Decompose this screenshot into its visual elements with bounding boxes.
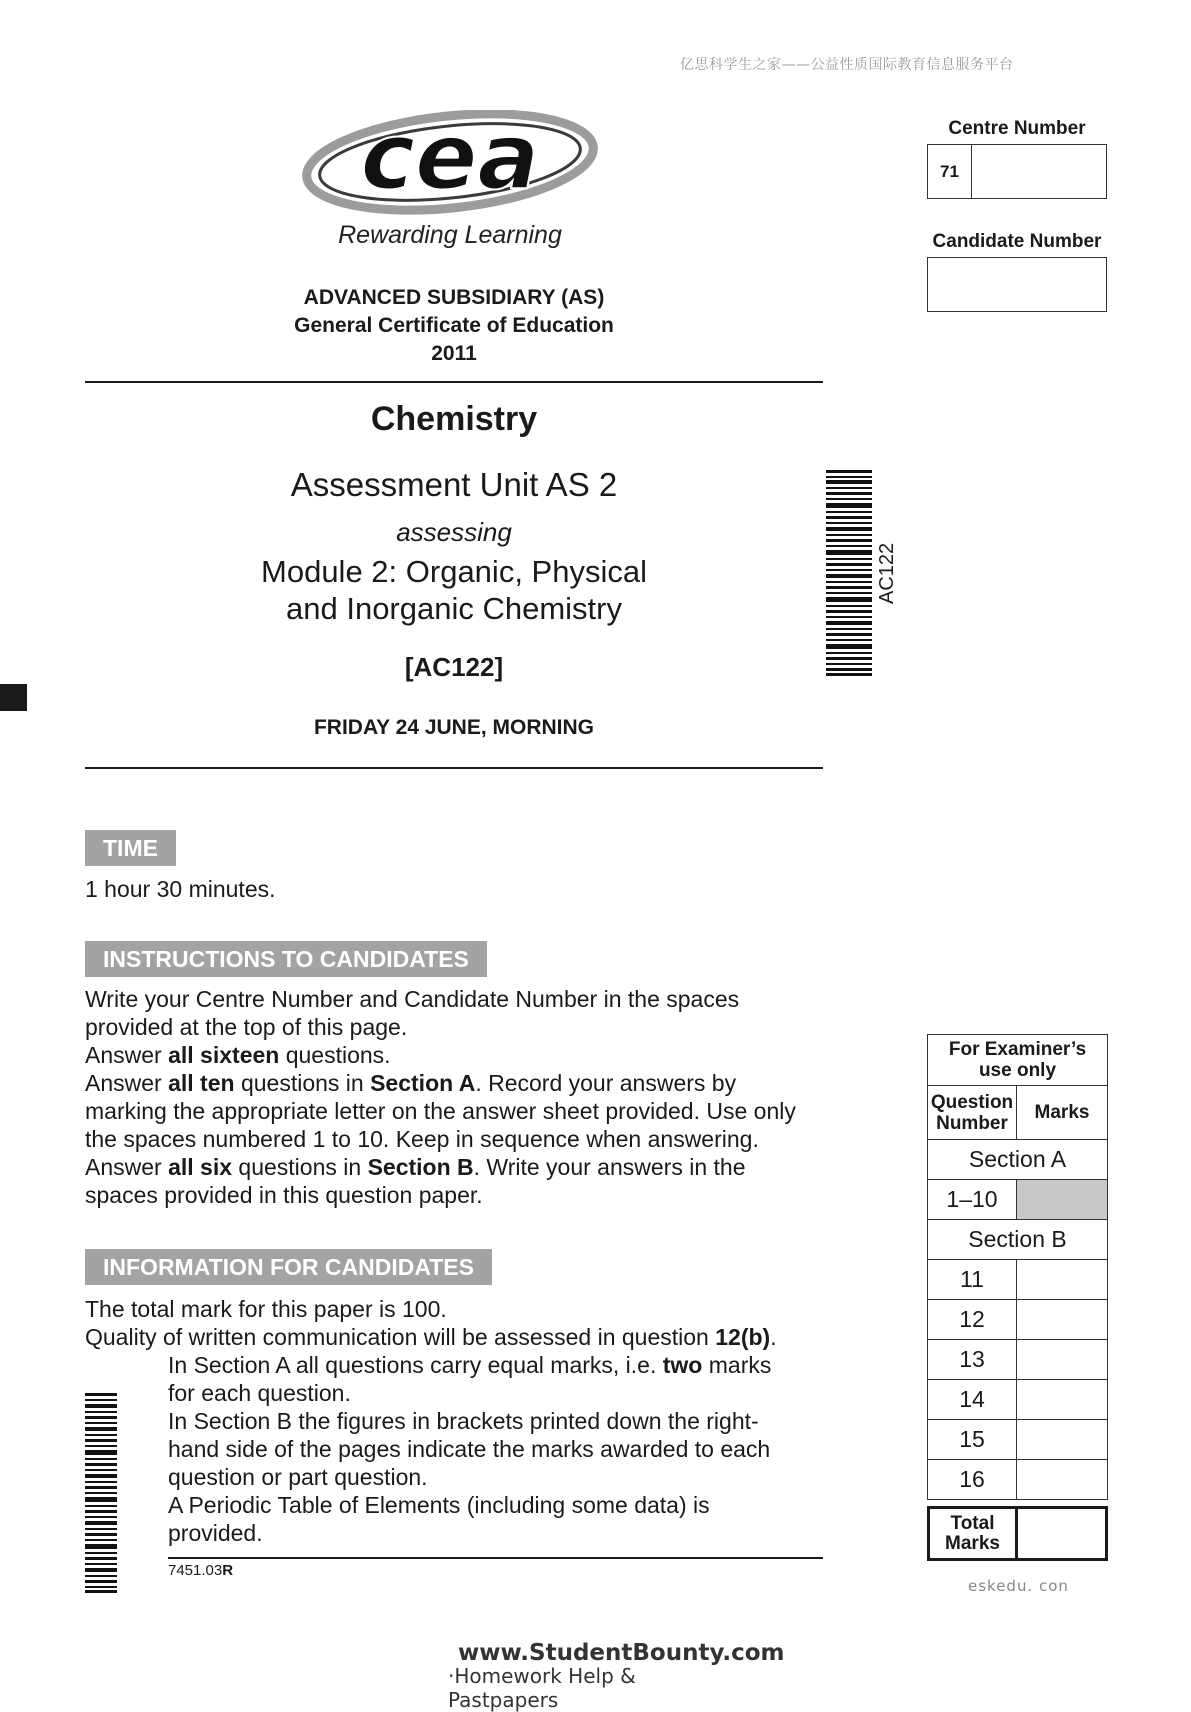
total-marks-label: Total Marks [930, 1509, 1018, 1558]
question-number: 15 [928, 1420, 1017, 1459]
centre-number-field[interactable] [927, 144, 1107, 199]
information-text [85, 1295, 845, 1351]
marks-cell[interactable] [1017, 1420, 1107, 1459]
divider-top [85, 381, 823, 383]
marks-cell[interactable] [1017, 1260, 1107, 1299]
information-line: The total mark for this paper is 100. [85, 1296, 447, 1322]
question-number: 12 [928, 1300, 1017, 1339]
question-number: 11 [928, 1260, 1017, 1299]
information-line: Quality of written communication will be assessed in question 12(b). [85, 1324, 777, 1350]
question-number: 13 [928, 1340, 1017, 1379]
information-line: In Section B the figures in brackets printed down the right- [168, 1408, 759, 1434]
information-line: hand side of the pages indicate the marks awarded to each [168, 1436, 771, 1462]
question-number: 14 [928, 1380, 1017, 1419]
instruction-line: spaces provided in this question paper. [85, 1182, 483, 1208]
logo-text: cea [360, 110, 540, 210]
total-marks-cell[interactable] [1018, 1509, 1105, 1558]
instruction-line: the spaces numbered 1 to 10. Keep in sequence when answering. [85, 1126, 759, 1152]
assessing-label: assessing [396, 517, 512, 547]
paper-reference: 7451.03R [168, 1562, 234, 1579]
top-watermark: 亿思科学生之家——公益性质国际教育信息服务平台 [680, 57, 1014, 73]
instruction-line: Write your Centre Number and Candidate Number in the spaces [85, 986, 740, 1012]
section-b-label: Section B [968, 1226, 1067, 1252]
module-title [85, 553, 823, 627]
examiner-table [927, 1034, 1108, 1500]
instructions-heading: INSTRUCTIONS TO CANDIDATES [85, 941, 487, 977]
question-number-header: Question Number [928, 1086, 1017, 1139]
studentbounty-tagline: ·Homework Help & Pastpapers [448, 1664, 636, 1712]
eskedu-watermark: eskedu. con [968, 1577, 1069, 1595]
information-line: In Section A all questions carry equal marks, i.e. two marks [168, 1352, 772, 1378]
assessment-unit: Assessment Unit AS 2 [290, 466, 618, 503]
section-a-range: 1–10 [928, 1180, 1017, 1219]
marks-cell[interactable] [1017, 1300, 1107, 1339]
instruction-line: Answer all ten questions in Section A. Record your answers by [85, 1070, 737, 1096]
information-notes [168, 1351, 828, 1547]
candidate-number-label: Candidate Number [932, 231, 1102, 252]
information-line: provided. [168, 1520, 263, 1546]
information-line: question or part question. [168, 1464, 428, 1490]
marks-header: Marks [1034, 1101, 1090, 1123]
qualification-year: 2011 [431, 342, 477, 365]
barcode-label: AC122 [876, 542, 898, 604]
information-heading: INFORMATION FOR CANDIDATES [85, 1249, 492, 1285]
qualification-level: ADVANCED SUBSIDIARY (AS) [303, 286, 605, 309]
time-heading: TIME [85, 830, 176, 866]
information-line: A Periodic Table of Elements (including some data) is [168, 1492, 710, 1518]
time-text: 1 hour 30 minutes. [85, 876, 276, 902]
studentbounty-url: www.StudentBounty.com [458, 1640, 785, 1666]
total-marks-box [927, 1506, 1108, 1561]
subject-title: Chemistry [370, 400, 538, 438]
candidate-number-field[interactable] [927, 257, 1107, 312]
centre-number-prefix: 71 [928, 145, 972, 198]
section-a-label: Section A [968, 1146, 1067, 1172]
examiner-title: For Examiner’s use only [948, 1039, 1087, 1081]
instruction-line: marking the appropriate letter on the answer sheet provided. Use only [85, 1098, 796, 1124]
instruction-line: provided at the top of this page. [85, 1014, 408, 1040]
centre-number-label: Centre Number [948, 118, 1086, 139]
paper-code: [AC122] [404, 652, 504, 682]
divider-bottom [85, 767, 823, 769]
information-line: for each question. [168, 1380, 351, 1406]
page-barcode [85, 1393, 117, 1593]
margin-mark [0, 684, 27, 711]
marks-cell[interactable] [1017, 1380, 1107, 1419]
question-number: 16 [928, 1460, 1017, 1499]
studentbounty-watermark [448, 1638, 785, 1712]
exam-date: FRIDAY 24 JUNE, MORNING [313, 716, 595, 739]
instructions-text [85, 985, 845, 1209]
marks-cell[interactable] [1017, 1340, 1107, 1379]
footer-divider [168, 1557, 823, 1559]
tagline: Rewarding Learning [338, 221, 562, 249]
marks-cell[interactable] [1017, 1460, 1107, 1499]
module-line-1: Module 2: Organic, Physical [261, 554, 647, 589]
qualification-name: General Certificate of Education [294, 314, 614, 337]
cea-logo [300, 110, 600, 222]
section-a-marks-cell [1017, 1180, 1107, 1219]
paper-barcode [826, 470, 872, 676]
instruction-line: Answer all sixteen questions. [85, 1042, 391, 1068]
instruction-line: Answer all six questions in Section B. Write your answers in the [85, 1154, 746, 1180]
module-line-2: and Inorganic Chemistry [286, 591, 622, 626]
